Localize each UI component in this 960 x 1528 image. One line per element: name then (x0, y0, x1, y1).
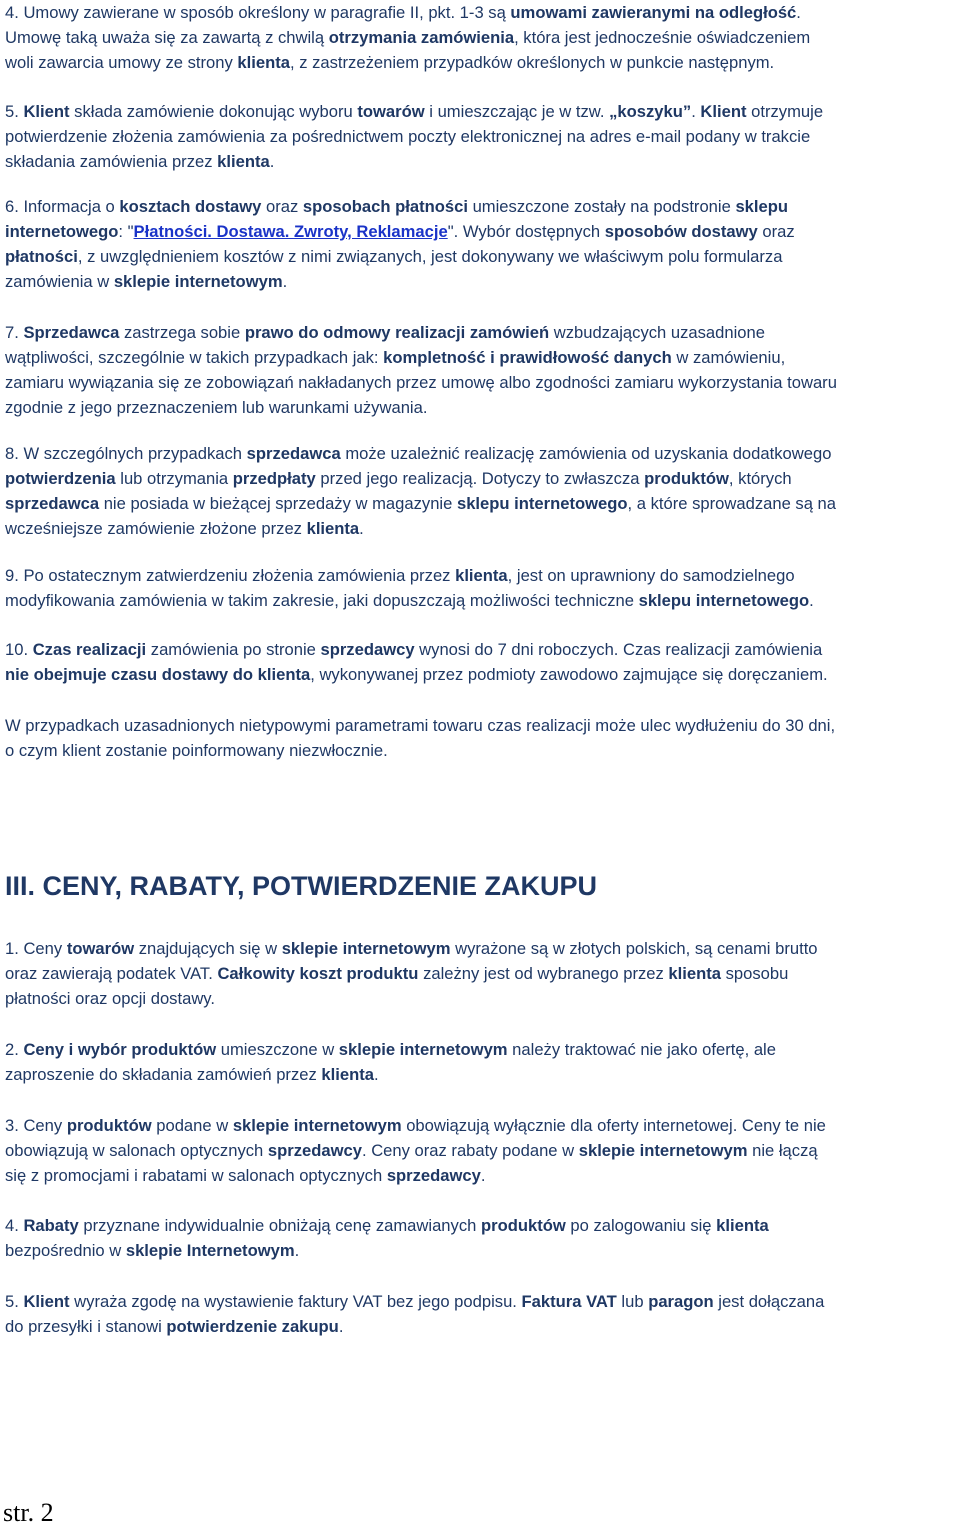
paragraph-8 (5, 441, 960, 541)
text-run: składa zamówienie dokonując wyboru (69, 102, 358, 121)
text-line (5, 466, 960, 491)
text-run: ". Wybór dostępnych (447, 222, 605, 241)
bold-term: sprzedawcy (267, 1141, 362, 1160)
paragraph-delay-note (5, 713, 960, 763)
text-run: płatności oraz opcji dostawy. (5, 989, 215, 1008)
text-line (5, 269, 960, 294)
text-line (5, 345, 960, 370)
text-line (5, 219, 960, 244)
text-run: . (294, 1241, 300, 1260)
bold-term: Sprzedawca (23, 323, 120, 342)
text-run: . (359, 519, 364, 538)
bold-term: klienta (237, 53, 290, 72)
bold-term: „koszyku” (609, 102, 692, 121)
text-run: 3. Ceny (5, 1116, 67, 1135)
bold-term: klienta (668, 964, 721, 983)
text-run: 4. (5, 1216, 24, 1235)
text-line (5, 244, 960, 269)
text-line (5, 1138, 960, 1163)
bold-term: sklepie internetowym (338, 1040, 508, 1059)
text-line (5, 194, 960, 219)
bold-term: nie obejmuje czasu dostawy do klienta (5, 665, 311, 684)
text-run: , z uwzględnieniem kosztów z nimi związanych, jest dokonywany we właściwym polu formularza (77, 247, 783, 266)
text-run: lub (616, 1292, 649, 1311)
bold-term: produktów (66, 1116, 152, 1135)
text-run: . (282, 272, 288, 291)
text-run: wątpliwości, szczególnie w takich przypadkach jak: (5, 348, 384, 367)
text-line (5, 1062, 960, 1087)
text-line (5, 1238, 960, 1263)
bold-term: sprzedawcy (386, 1166, 481, 1185)
paragraph-9 (5, 563, 960, 613)
text-run: 8. W szczególnych przypadkach (5, 444, 247, 463)
text-run: zamówienia po stronie (146, 640, 321, 659)
text-run: znajdujących się w (134, 939, 282, 958)
section-heading: III. CENY, RABATY, POTWIERDZENIE ZAKUPU (5, 871, 598, 901)
bold-term: produktów (480, 1216, 566, 1235)
text-run: oraz zawierają podatek VAT. (5, 964, 218, 983)
text-run: podane w (151, 1116, 233, 1135)
bold-term: sklepie internetowym (113, 272, 283, 291)
text-run: wzbudzających uzasadnione (549, 323, 765, 342)
text-run: . (691, 102, 701, 121)
text-run: woli zawarcia umowy ze strony (5, 53, 238, 72)
text-run: jest dołączana (713, 1292, 825, 1311)
paragraph-7 (5, 320, 960, 420)
text-run: przed jego realizacją. Dotyczy to zwłaszcza (315, 469, 645, 488)
text-line (5, 637, 960, 662)
text-run: sposobu (721, 964, 789, 983)
text-run: W przypadkach uzasadnionych nietypowymi parametrami towaru czas realizacji może ulec wydłużeniu do 30 dni, (5, 716, 836, 735)
text-run: umieszczone zostały na podstronie (467, 197, 736, 216)
text-line (5, 50, 960, 75)
text-line (5, 395, 960, 420)
bold-term: sklepu internetowego (638, 591, 810, 610)
text-run: i umieszczając je w tzw. (424, 102, 610, 121)
text-line (5, 961, 960, 986)
text-run: . (269, 152, 275, 171)
text-run: należy traktować nie jako ofertę, ale (507, 1040, 776, 1059)
bold-term: sklepie internetowym (232, 1116, 402, 1135)
text-line (5, 713, 960, 738)
text-run: o czym klient zostanie poinformowany niezwłocznie. (5, 741, 388, 760)
bold-term: sklepie internetowym (281, 939, 451, 958)
text-line (5, 588, 960, 613)
paragraph-4 (5, 0, 960, 75)
bold-term: Czas realizacji (32, 640, 147, 659)
bold-term: produktów (644, 469, 729, 488)
text-run: 4. Umowy zawierane w sposób określony w paragrafie II, pkt. 1-3 są (5, 3, 511, 22)
bold-term: sklepu internetowego (456, 494, 628, 513)
text-run: 5. (5, 1292, 24, 1311)
text-line (5, 1163, 960, 1188)
text-run: zastrzega sobie (119, 323, 245, 342)
bold-term: paragon (648, 1292, 714, 1311)
text-run: , wykonywanej przez podmioty zawodowo zajmujące się doręczaniem. (310, 665, 828, 684)
text-run: składania zamówienia przez (5, 152, 218, 171)
text-run: wyrażone są w złotych polskich, są cenami brutto (450, 939, 818, 958)
text-run: zamówienia w (5, 272, 114, 291)
bold-term: klienta (321, 1065, 374, 1084)
text-line (5, 149, 960, 174)
text-line (5, 738, 960, 763)
text-run: . (373, 1065, 379, 1084)
text-run: nie posiada w bieżącej sprzedaży w magazynie (99, 494, 457, 513)
text-line (5, 986, 960, 1011)
text-run: obowiązują w salonach optycznych (5, 1141, 268, 1160)
text-line (5, 1037, 960, 1062)
text-run: otrzymuje (746, 102, 824, 121)
text-run: , a które sprowadzane są na (627, 494, 837, 513)
text-run: nie łączą (747, 1141, 818, 1160)
bold-term: sprzedawca (246, 444, 341, 463)
bold-term: sklepu (735, 197, 789, 216)
bold-term: kosztach dostawy (119, 197, 262, 216)
bold-term: sprzedawca (5, 494, 100, 513)
paragraph-5 (5, 99, 960, 174)
text-run: się z promocjami i rabatami w salonach optycznych (5, 1166, 387, 1185)
text-run: , która jest jednocześnie oświadczeniem (514, 28, 811, 47)
bold-term: prawo do odmowy realizacji zamówień (244, 323, 550, 342)
bold-term: potwierdzenia (5, 469, 116, 488)
text-line (5, 936, 960, 961)
text-run: . (338, 1317, 344, 1336)
text-run: po zalogowaniu się (565, 1216, 717, 1235)
bold-term: klienta (217, 152, 270, 171)
text-line (5, 662, 960, 687)
text-run: . (796, 3, 801, 22)
text-run: . Ceny oraz rabaty podane w (361, 1141, 579, 1160)
text-line (5, 1314, 960, 1339)
bold-term: klienta (306, 519, 360, 538)
text-line (5, 1289, 960, 1314)
text-line (5, 320, 960, 345)
text-run: Umowę taką uważa się za zawartą z chwilą (5, 28, 329, 47)
bold-term: otrzymania zamówienia (328, 28, 515, 47)
text-run: zależny jest od wybranego przez (418, 964, 669, 983)
text-run: modyfikowania zamówienia w takim zakresie, jaki dopuszczają możliwości techniczne (5, 591, 639, 610)
text-line (5, 1213, 960, 1238)
text-run: przyznane indywidualnie obniżają cenę zamawianych (78, 1216, 481, 1235)
bold-term: Faktura VAT (521, 1292, 617, 1311)
text-run: : " (118, 222, 134, 241)
text-run: w zamówieniu, (671, 348, 786, 367)
bold-term: klienta (716, 1216, 769, 1235)
paragraph-ceny-1 (5, 936, 960, 1011)
bold-term: Klient (700, 102, 747, 121)
bold-term: Całkowity koszt produktu (217, 964, 419, 983)
text-run: wcześniejsze zamówienie złożone przez (5, 519, 307, 538)
page-footer: str. 2 (3, 1498, 54, 1527)
text-line (5, 99, 960, 124)
paragraph-6 (5, 194, 960, 294)
text-line (5, 370, 960, 395)
text-run: obowiązują wyłącznie dla oferty internetowej. Ceny te nie (401, 1116, 826, 1135)
bold-term: płatności (5, 247, 78, 266)
bold-term: sposobach płatności (302, 197, 468, 216)
bold-term: umowami zawieranymi na odległość (510, 3, 797, 22)
link-platnosci-dostawa-zwroty[interactable]: Płatności. Dostawa. Zwroty, Reklamacje (133, 222, 448, 241)
text-run: 7. (5, 323, 24, 342)
text-run: 5. (5, 102, 24, 121)
bold-term: przedpłaty (232, 469, 316, 488)
bold-term: internetowego (5, 222, 119, 241)
text-run: oraz (757, 222, 795, 241)
text-run: umieszczone w (216, 1040, 339, 1059)
text-run: bezpośrednio w (5, 1241, 126, 1260)
text-line (5, 516, 960, 541)
paragraph-ceny-2 (5, 1037, 960, 1087)
bold-term: Klient (23, 102, 70, 121)
text-run: . (809, 591, 814, 610)
paragraph-ceny-4 (5, 1213, 960, 1263)
bold-term: sklepie Internetowym (125, 1241, 295, 1260)
bold-term: klienta (455, 566, 508, 585)
text-run: . (480, 1166, 486, 1185)
bold-term: kompletność i prawidłowość danych (383, 348, 672, 367)
paragraph-10 (5, 637, 960, 687)
text-line (5, 441, 960, 466)
text-run: 1. Ceny (5, 939, 67, 958)
text-line (5, 124, 960, 149)
text-run: lub otrzymania (115, 469, 233, 488)
text-run: 2. (5, 1040, 24, 1059)
bold-term: sprzedawcy (320, 640, 415, 659)
text-run: oraz (261, 197, 303, 216)
bold-term: Ceny i wybór produktów (23, 1040, 217, 1059)
bold-term: Klient (23, 1292, 70, 1311)
text-run: wyraża zgodę na wystawienie faktury VAT bez jego podpisu. (69, 1292, 522, 1311)
text-run: zgodnie z jego przeznaczeniem lub warunkami używania. (5, 398, 428, 417)
paragraph-ceny-3 (5, 1113, 960, 1188)
bold-term: potwierdzenie zakupu (166, 1317, 339, 1336)
text-run: może uzależnić realizację zamówienia od uzyskania dodatkowego (340, 444, 832, 463)
text-run: , z zastrzeżeniem przypadków określonych w punkcie następnym. (289, 53, 775, 72)
text-run: , jest on uprawniony do samodzielnego (507, 566, 795, 585)
text-line (5, 1113, 960, 1138)
text-run: wynosi do 7 dni roboczych. Czas realizacji zamówienia (414, 640, 823, 659)
bold-term: sposobów dostawy (604, 222, 758, 241)
paragraph-ceny-5 (5, 1289, 960, 1339)
text-line (5, 563, 960, 588)
bold-term: Rabaty (23, 1216, 79, 1235)
bold-term: towarów (66, 939, 135, 958)
text-run: 9. Po ostatecznym zatwierdzeniu złożenia zamówienia przez (5, 566, 456, 585)
text-run: zaproszenie do składania zamówień przez (5, 1065, 322, 1084)
text-line (5, 491, 960, 516)
bold-term: sklepie internetowym (578, 1141, 748, 1160)
text-run: 10. (5, 640, 33, 659)
text-run: zamiaru wywiązania się ze zobowiązań nakładanych przez umowę albo zgodności zamiaru wykorzystania towaru (5, 373, 837, 392)
bold-term: towarów (357, 102, 425, 121)
text-run: , których (728, 469, 792, 488)
text-line (5, 25, 960, 50)
text-run: do przesyłki i stanowi (5, 1317, 167, 1336)
text-run: potwierdzenie złożenia zamówienia za pośrednictwem poczty elektronicznej na adres e-mail podany w trakcie (5, 127, 811, 146)
text-line (5, 0, 960, 25)
text-run: 6. Informacja o (5, 197, 120, 216)
